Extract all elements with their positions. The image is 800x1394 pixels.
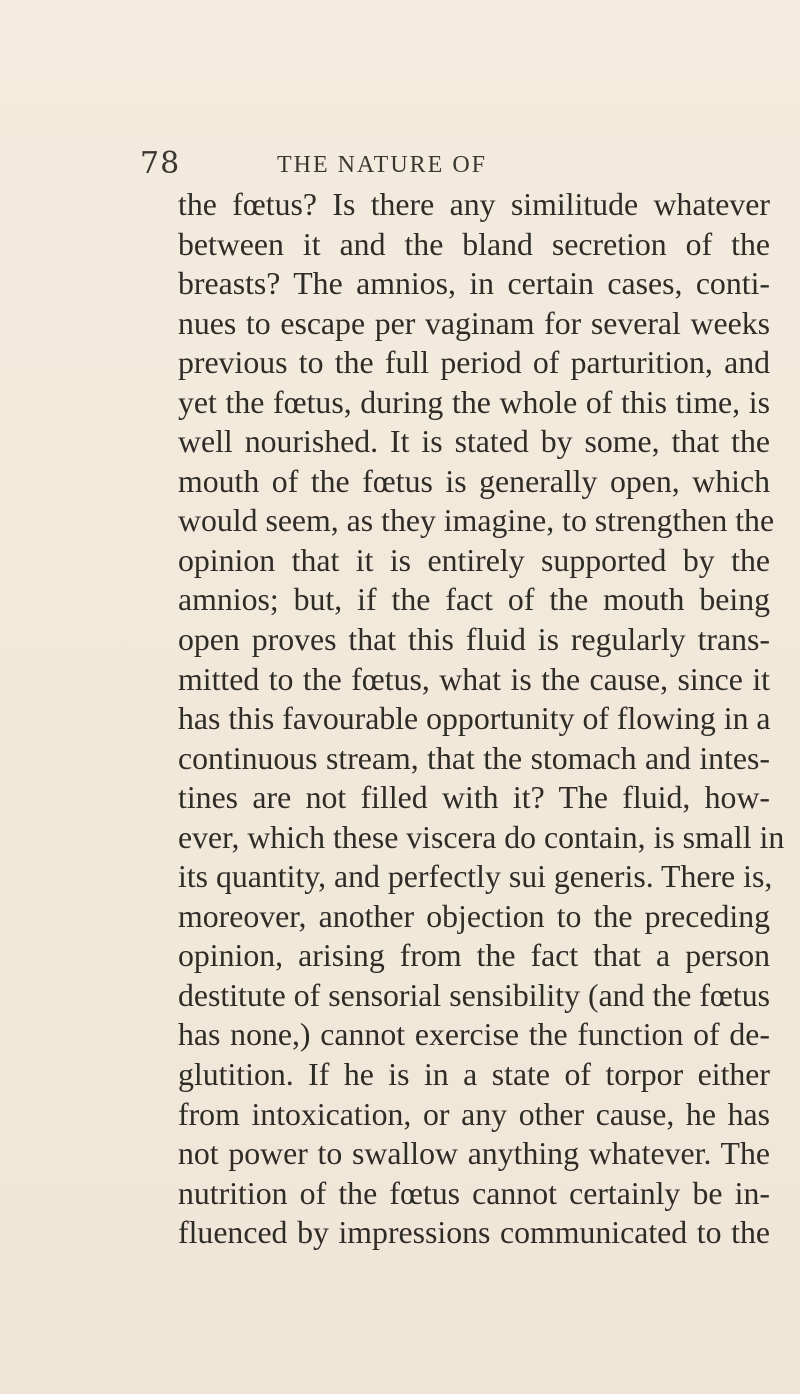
text-line: destitute of sensorial sensibility (and the fœtus [178,977,770,1013]
text-line: yet the fœtus, during the whole of this time, is [178,384,770,420]
text-line: mitted to the fœtus, what is the cause, since it [178,661,770,697]
text-line: the fœtus? Is there any similitude whatever [178,187,770,222]
text-line: not power to swallow anything whatever. The [178,1136,770,1172]
running-title: THE NATURE OF [277,152,487,178]
text-line: opinion that it is entirely supported by the [178,542,770,578]
text-line: glutition. If he is in a state of torpor either [178,1057,770,1093]
text-line: amnios; but, if the fact of the mouth being [178,582,770,618]
text-line: has this favourable opportunity of flowing in a [178,701,771,737]
text-line: moreover, another objection to the preceding [178,898,770,934]
text-line: previous to the full period of parturition, and [178,345,770,381]
body-text [178,185,785,1253]
text-line: between it and the bland secretion of the [178,226,770,262]
text-line: continuous stream, that the stomach and intes- [178,740,770,776]
text-line: mouth of the fœtus is generally open, which [178,463,770,499]
text-line: would seem, as they imagine, to strengthen the [178,503,775,539]
text-line: has none,) cannot exercise the function of de- [178,1017,770,1053]
running-head [140,146,780,186]
text-line: tines are not filled with it? The fluid, how- [178,780,770,816]
text-line: from intoxication, or any other cause, he has [178,1096,770,1132]
text-line: breasts? The amnios, in certain cases, conti- [178,266,770,302]
text-line: fluenced by impressions communicated to the [178,1215,770,1251]
text-line: ever, which these viscera do contain, is small in [178,819,785,855]
page-number: 78 [140,146,181,181]
text-line: opinion, arising from the fact that a person [178,938,770,974]
text-line: open proves that this fluid is regularly trans- [178,622,770,658]
text-line: nues to escape per vaginam for several weeks [178,305,770,341]
text-line: its quantity, and perfectly sui generis. There is, [178,859,773,895]
text-line: well nourished. It is stated by some, that the [178,424,770,460]
text-line: nutrition of the fœtus cannot certainly be in- [178,1175,770,1211]
